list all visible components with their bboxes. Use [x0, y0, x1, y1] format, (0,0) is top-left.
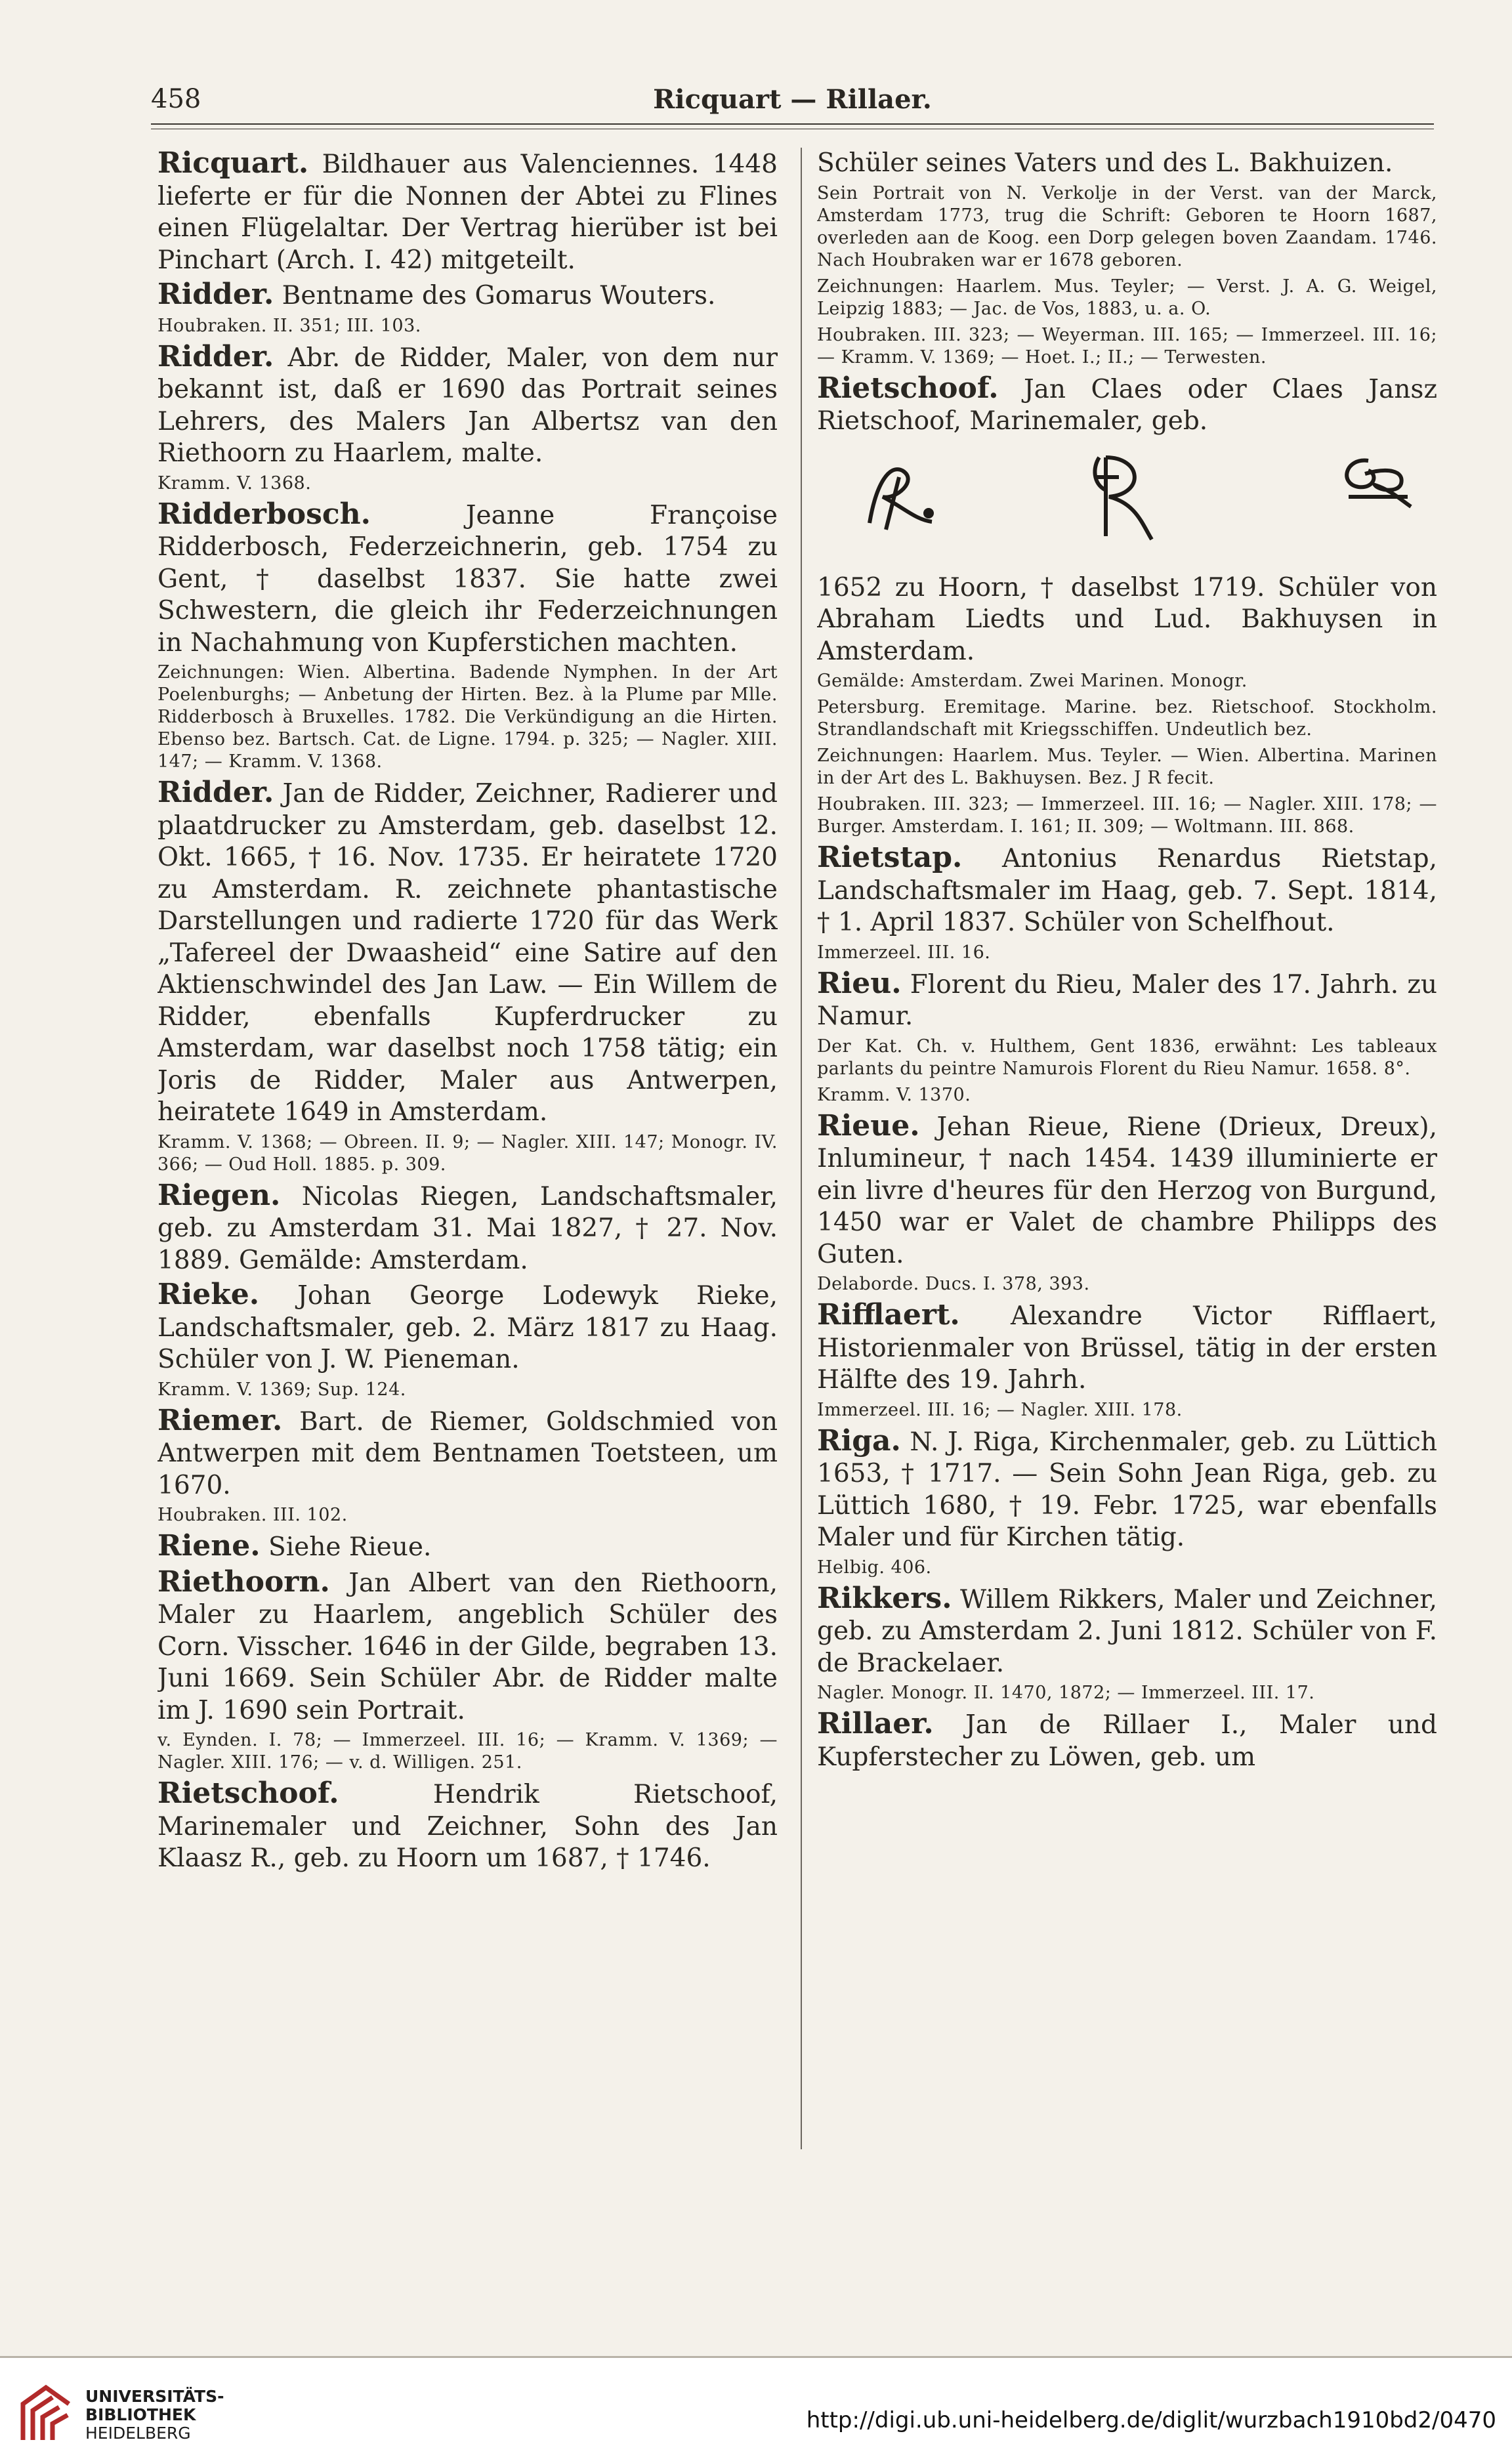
library-name-line-3: HEIDELBERG — [85, 2424, 191, 2443]
entry-headword: Rillaer. — [817, 1707, 934, 1740]
right-column-bottom — [817, 572, 1437, 1774]
entry-headword: Rieu. — [817, 966, 902, 1000]
library-logo-icon — [16, 2381, 75, 2449]
header-rule — [151, 123, 1434, 125]
rietschoof-monograms — [817, 444, 1437, 559]
entry-text: Jeanne Françoise Ridderbosch, Federzeichnerin, geb. 1754 zu Gent, † daselbst 1837. Sie hatte zwei Schwestern, die gleich ihr Federzeichnungen in Nachahmung von Kupferstichen machten. — [158, 500, 778, 658]
source-reference: Der Kat. Ch. v. Hulthem, Gent 1836, erwähnt: Les tableaux parlants du peintre Namurois Florent du Rieu Namur. 1658. 8°. — [817, 1036, 1437, 1079]
lexicon-entry — [817, 373, 1437, 438]
source-reference: v. Eynden. I. 78; — Immerzeel. III. 16; — Kramm. V. 1369; — Nagler. XIII. 176; — v. d. Willigen. 251. — [158, 1730, 778, 1773]
lexicon-entry — [158, 1405, 778, 1502]
column-divider — [801, 148, 802, 2149]
source-reference: Kramm. V. 1370. — [817, 1084, 971, 1105]
source-reference: Nagler. Monogr. II. 1470, 1872; — Immerzeel. III. 17. — [817, 1683, 1315, 1703]
entry-headword: Rieue. — [817, 1108, 920, 1143]
lexicon-entry — [158, 341, 778, 470]
entry-text: Antonius Renardus Rietstap, Landschaftsmaler im Haag, geb. 7. Sept. 1814, † 1. April 1837. Schüler von Schelfhout. — [817, 844, 1437, 937]
source-reference: Kramm. V. 1368; — Obreen. II. 9; — Nagler. XIII. 147; Monogr. IV. 366; — Oud Holl. 1885. p. 309. — [158, 1131, 778, 1175]
page-number: 458 — [151, 84, 201, 114]
monogram-r-script-icon — [850, 444, 948, 545]
lexicon-entry — [158, 1279, 778, 1376]
entry-text: Bildhauer aus Valenciennes. 1448 lieferte er für die Nonnen der Abtei zu Flines einen Flügelaltar. Der Vertrag hierüber ist bei Pinchart (Arch. I. 42) mitgeteilt. — [158, 150, 778, 275]
entry-text: Florent du Rieu, Maler des 17. Jahrh. zu Namur. — [817, 969, 1437, 1031]
entry-headword: Rikkers. — [817, 1581, 952, 1615]
entry-text: 1652 zu Hoorn, † daselbst 1719. Schüler von Abraham Liedts und Lud. Bakhuysen in Amsterdam. — [817, 572, 1437, 666]
lexicon-entry — [817, 572, 1437, 668]
monogram-r-gothic-icon — [1080, 444, 1171, 552]
source-reference: Kramm. V. 1368. — [158, 473, 312, 494]
lexicon-entry — [158, 1567, 778, 1727]
entry-text: Jan de Rillaer I., Maler und Kupferstecher zu Löwen, geb. um — [817, 1710, 1437, 1772]
entry-text: Jehan Rieue, Riene (Drieux, Dreux), Inlumineur, † nach 1454. 1439 illuminierte er ein livre d'heures für den Herzog von Burgund, 1450 war er Valet de chambre Philipps des Guten. — [817, 1112, 1437, 1269]
source-reference: Kramm. V. 1369; Sup. 124. — [158, 1379, 406, 1400]
source-reference: Houbraken. III. 323; — Immerzeel. III. 16; — Nagler. XIII. 178; — Burger. Amsterdam. I. 161; II. 309; — Woltmann. III. 868. — [817, 794, 1437, 837]
entry-text: Johan George Lodewyk Rieke, Landschaftsmaler, geb. 2. März 1817 zu Haag. Schüler von J. W. Pieneman. — [158, 1281, 778, 1374]
source-reference: Helbig. 406. — [817, 1557, 932, 1578]
page-header — [151, 84, 1434, 123]
right-column-top — [817, 148, 1437, 438]
entry-text: Bentname des Gomarus Wouters. — [274, 281, 716, 310]
lexicon-entry — [158, 499, 778, 660]
lexicon-entry — [158, 1778, 778, 1875]
source-reference: Houbraken. II. 351; III. 103. — [158, 315, 421, 336]
lexicon-entry — [158, 777, 778, 1129]
entry-headword: Ridderbosch. — [158, 497, 371, 531]
source-reference: Petersburg. Eremitage. Marine. bez. Rietschoof. Stockholm. Strandlandschaft mit Kriegsschiffen. Undeutlich bez. — [817, 697, 1437, 740]
running-title: Ricquart — Rillaer. — [653, 84, 932, 115]
entry-text: Jan Albert van den Riethoorn, Maler zu Haarlem, angeblich Schüler des Corn. Visscher. 1646 in der Gilde, begraben 13. Juni 1669. Sein Schüler Abr. de Ridder malte im J. 1690 sein Portrait. — [158, 1568, 778, 1725]
entry-headword: Rieke. — [158, 1278, 260, 1311]
left-column — [158, 148, 778, 2169]
library-name-line-2: BIBLIOTHEK — [85, 2405, 196, 2424]
entry-text: Schüler seines Vaters und des L. Bakhuizen. — [817, 148, 1393, 178]
entry-text: Willem Rikkers, Maler und Zeichner, geb. zu Amsterdam 2. Juni 1812. Schüler von F. de Brackelaer. — [817, 1584, 1437, 1678]
entry-headword: Ridder. — [158, 278, 274, 311]
source-reference: Zeichnungen: Wien. Albertina. Badende Nymphen. In der Art Poelenburghs; — Anbetung der Hirten. Bez. à la Plume par Mlle. Ridderbosch à Bruxelles. 1782. Die Verkündigung an die Hirten. Ebenso bez. Bartsch. Cat. de Ligne. 1794. p. 325; — Nagler. XIII. 147; — Kramm. V. 1368. — [158, 662, 778, 772]
entry-text: Siehe Rieue. — [260, 1532, 432, 1562]
entry-text: Jan de Ridder, Zeichner, Radierer und plaatdrucker zu Amsterdam, geb. daselbst 12. Okt. 1665, † 16. Nov. 1735. Er heiratete 1720 zu Amsterdam. R. zeichnete phantastische Darstellungen und radierte 1720 für das Werk „Tafereel der Dwaasheid“ eine Satire auf den Aktienschwindel des Jan Law. — Ein Willem de Ridder, ebenfalls Kupferdrucker zu Amsterdam, war daselbst noch 1758 tätig; ein Joris de Ridder, Maler aus Antwerpen, heiratete 1649 in Amsterdam. — [158, 779, 778, 1127]
lexicon-entry — [817, 1583, 1437, 1680]
footer — [0, 2358, 1512, 2461]
source-reference: Delaborde. Ducs. I. 378, 393. — [817, 1274, 1090, 1294]
entry-headword: Rietschoof. — [158, 1777, 339, 1810]
lexicon-entry — [817, 1299, 1437, 1397]
lexicon-entry — [158, 1180, 778, 1277]
entry-text: Bart. de Riemer, Goldschmied von Antwerpen mit dem Bentnamen Toetsteen, um 1670. — [158, 1406, 778, 1500]
source-reference: Gemälde: Amsterdam. Zwei Marinen. Monogr. — [817, 671, 1248, 691]
lexicon-entry — [817, 1708, 1437, 1773]
lexicon-entry — [158, 1530, 778, 1564]
lexicon-entry — [158, 148, 778, 276]
source-reference: Zeichnungen: Haarlem. Mus. Teyler; — Verst. J. A. G. Weigel, Leipzig 1883; — Jac. de Vos, 1883, u. a. O. — [817, 276, 1437, 319]
entry-headword: Riemer. — [158, 1403, 283, 1437]
entry-headword: Ricquart. — [158, 148, 309, 180]
library-name — [85, 2387, 224, 2443]
entry-headword: Riga. — [817, 1423, 901, 1458]
source-reference: Zeichnungen: Haarlem. Mus. Teyler. — Wien. Albertina. Marinen in der Art des L. Bakhuysen. Bez. J R fecit. — [817, 746, 1437, 788]
lexicon-entry — [158, 279, 778, 312]
lexicon-entry — [817, 148, 1437, 180]
library-name-line-1: UNIVERSITÄTS- — [85, 2387, 224, 2406]
source-reference: Immerzeel. III. 16; — Nagler. XIII. 178. — [817, 1399, 1183, 1420]
right-column — [817, 148, 1437, 2169]
entry-text: Abr. de Ridder, Maler, von dem nur bekannt ist, daß er 1690 das Portrait seines Lehrers, des Malers Jan Albertsz van den Riethoorn zu Haarlem, malte. — [158, 343, 778, 468]
entry-headword: Riethoorn. — [158, 1565, 330, 1599]
entry-text: Hendrik Rietschoof, Marinemaler und Zeichner, Sohn des Jan Klaasz R., geb. zu Hoorn um 1687, † 1746. — [158, 1780, 778, 1873]
entry-headword: Riegen. — [158, 1178, 281, 1212]
source-reference: Houbraken. III. 102. — [158, 1505, 348, 1525]
monogram-cr-icon — [1329, 444, 1414, 519]
source-reference: Houbraken. III. 323; — Weyerman. III. 165; — Immerzeel. III. 16; — Kramm. V. 1369; — Hoet. I.; II.; — Terwesten. — [817, 324, 1437, 368]
entry-headword: Rietschoof. — [817, 371, 999, 405]
source-reference: Immerzeel. III. 16. — [817, 942, 991, 963]
lexicon-entry — [817, 1425, 1437, 1554]
entry-text: Nicolas Riegen, Landschaftsmaler, geb. zu Amsterdam 31. Mai 1827, † 27. Nov. 1889. Gemälde: Amsterdam. — [158, 1181, 778, 1275]
entry-headword: Riene. — [158, 1529, 261, 1563]
lexicon-entry — [817, 968, 1437, 1033]
entry-headword: Ridder. — [158, 339, 274, 373]
source-reference: Sein Portrait von N. Verkolje in der Verst. van der Marck, Amsterdam 1773, trug die Schrift: Geboren te Hoorn 1687, overleden aan de Koog. een Dorp gelegen boven Zaandam. 1746. Nach Houbraken war er 1678 geboren. — [817, 182, 1437, 270]
entry-text: N. J. Riga, Kirchenmaler, geb. zu Lüttich 1653, † 1717. — Sein Sohn Jean Riga, geb. zu Lüttich 1680, † 19. Febr. 1725, war ebenfalls Maler und für Kirchen tätig. — [817, 1427, 1437, 1552]
entry-text: Jan Claes oder Claes Jansz Rietschoof, Marinemaler, geb. — [817, 374, 1437, 436]
source-url-link[interactable]: http://digi.ub.uni-heidelberg.de/diglit/wurzbach1910bd2/0470 — [806, 2407, 1496, 2433]
entry-headword: Rietstap. — [817, 841, 963, 874]
lexicon-entry — [817, 842, 1437, 939]
entry-text: Alexandre Victor Rifflaert, Historienmaler von Brüssel, tätig in der ersten Hälfte des 19. Jahrh. — [817, 1301, 1437, 1395]
entry-headword: Ridder. — [158, 776, 274, 809]
entry-headword: Rifflaert. — [817, 1298, 960, 1332]
lexicon-entry — [817, 1110, 1437, 1271]
